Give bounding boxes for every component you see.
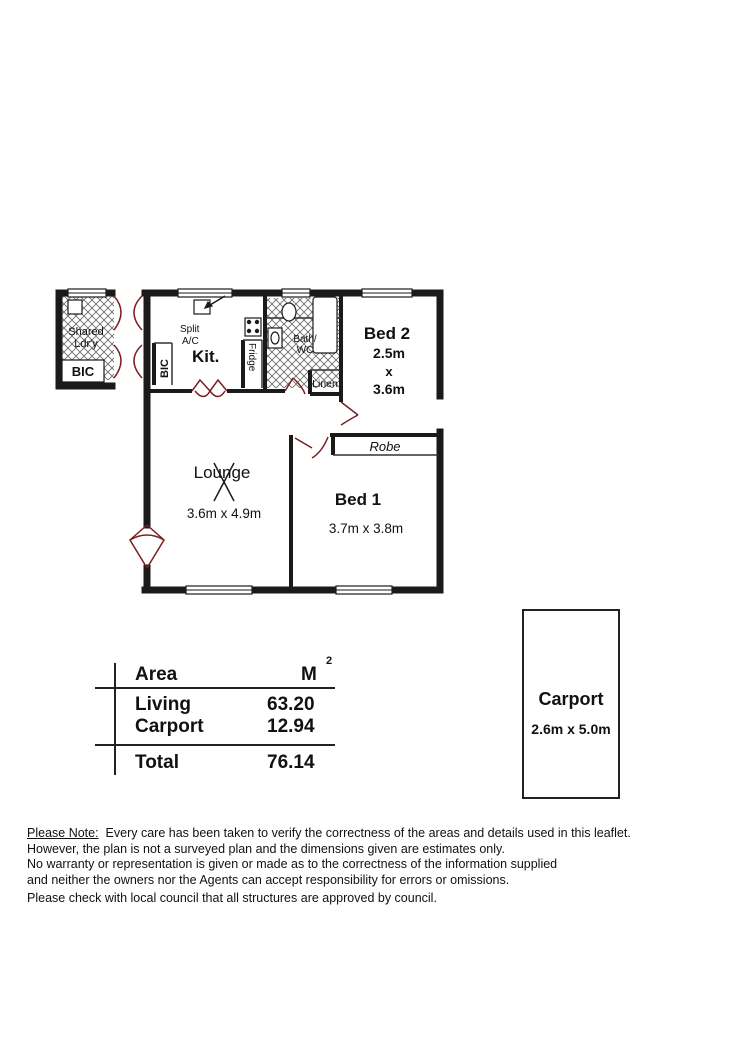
table-header-rule (95, 687, 335, 689)
carport-dims: 2.6m x 5.0m (531, 721, 611, 737)
bed1-label: Bed 1 (334, 490, 382, 509)
fridge-label: Fridge (246, 343, 257, 372)
shared-laundry-label-2: Ldr'y (74, 338, 98, 350)
area-row-carport-label: Carport (135, 716, 204, 737)
lounge-label: Lounge (193, 463, 251, 482)
area-total-value: 76.14 (267, 752, 315, 773)
area-header-label: Area (135, 664, 178, 685)
laundry-bic-label: BIC (71, 364, 95, 379)
area-row-living-label: Living (135, 694, 191, 715)
robe-label: Robe (369, 439, 401, 454)
lounge-dims: 3.6m x 4.9m (186, 506, 262, 521)
table-total-rule (95, 744, 335, 746)
disclaimer (27, 826, 727, 907)
table-vertical-rule (114, 663, 116, 775)
area-total-label: Total (135, 752, 179, 773)
area-header-unit: M (301, 664, 317, 685)
disclaimer-line-1-text: Every care has been taken to verify the correctness of the areas and details used in this leaflet. (98, 826, 631, 840)
bed2-x: x (385, 364, 393, 379)
disclaimer-line-5: Please check with local council that all structures are approved by council. (27, 891, 437, 905)
bed2-dim1: 2.5m (373, 345, 405, 361)
disclaimer-heading: Please Note: (27, 826, 99, 840)
kitchen-label: Kit. (192, 347, 220, 366)
bed1-dims: 3.7m x 3.8m (328, 521, 404, 536)
linen-label: Linen (312, 378, 338, 390)
disclaimer-line-4: and neither the owners nor the Agents can accept responsibility for errors or omissions. (27, 872, 510, 887)
carport-title: Carport (538, 689, 604, 709)
toilet (282, 303, 296, 321)
bath-label-1: Bath/ (293, 334, 317, 345)
bed2-dim2: 3.6m (373, 381, 405, 397)
laundry-tub (68, 300, 82, 314)
split-ac-label-2: A/C (182, 336, 199, 347)
bed2-label: Bed 2 (363, 324, 411, 343)
carport-box (522, 609, 620, 799)
area-header-unit-sup: 2 (326, 655, 333, 667)
kitchen-bic-label: BIC (159, 359, 171, 378)
disclaimer-line-1 (27, 826, 727, 842)
area-table (95, 655, 335, 780)
split-ac-label-1: Split (180, 324, 200, 335)
area-row-living-value: 63.20 (267, 694, 315, 715)
shared-laundry-label-1: Shared (68, 326, 104, 338)
area-row-carport-value: 12.94 (267, 716, 315, 737)
disclaimer-line-2: However, the plan is not a surveyed plan and the dimensions given are estimates only. (27, 841, 505, 856)
disclaimer-line-3: No warranty or representation is given or made as to the correctness of the information supplied (27, 857, 558, 871)
bath-label-2: WC (296, 345, 314, 356)
